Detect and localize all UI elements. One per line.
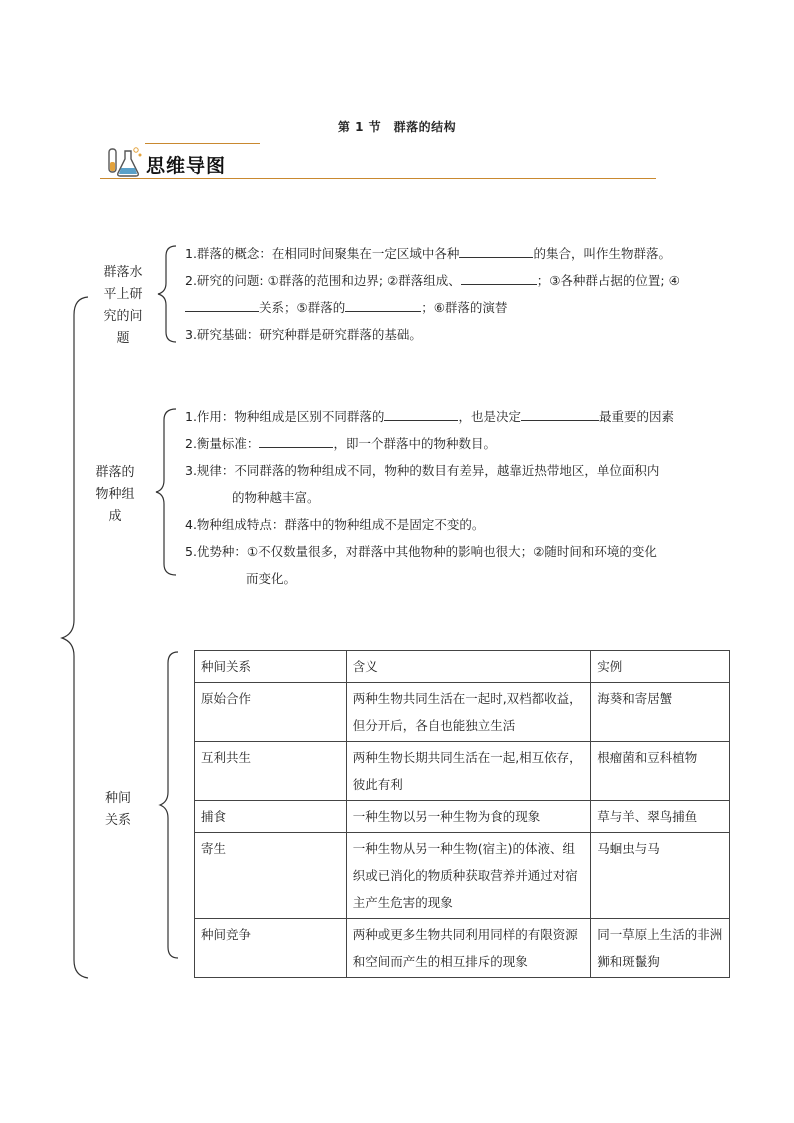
fill-blank[interactable]: [259, 433, 333, 448]
table-header-cell: 实例: [591, 651, 730, 683]
dominant-species-line-cont: 而变化。: [246, 571, 297, 586]
relation-meaning: 两种生物共同生活在一起时,双档都收益，但分开后，各自也能独立生活: [346, 683, 591, 742]
relation-example: 马蛔虫与马: [591, 833, 730, 919]
concept-line: 1.群落的概念：在相同时间聚集在一定区域中各种 的集合，叫作生物群落。: [185, 240, 671, 267]
fill-blank[interactable]: [459, 243, 533, 258]
relation-example: 同一草原上生活的非洲狮和斑鬣狗: [591, 919, 730, 978]
table-row: [195, 742, 730, 801]
fill-blank[interactable]: [521, 406, 599, 421]
table-header-cell: 种间关系: [195, 651, 347, 683]
fill-blank[interactable]: [185, 297, 259, 312]
relation-example: 草与羊、翠鸟捕鱼: [591, 801, 730, 833]
page-title: 第 1 节 群落的结构: [337, 120, 457, 134]
table-row: [195, 919, 730, 978]
fill-blank[interactable]: [345, 297, 421, 312]
table-header-row: [195, 651, 730, 683]
table-row: [195, 801, 730, 833]
relation-meaning: 一种生物从另一种生物(宿主)的体液、组织或已消化的物质种获取营养并通过对宿主产生危害的现象: [346, 833, 591, 919]
mind-map-label: 思维导图: [146, 155, 227, 177]
table-header-cell: 含义: [346, 651, 591, 683]
relation-example: 根瘤菌和豆科植物: [591, 742, 730, 801]
fill-blank[interactable]: [384, 406, 458, 421]
relation-type: 原始合作: [195, 683, 347, 742]
research-basis-line: 3.研究基础：研究种群是研究群落的基础。: [185, 327, 422, 342]
relation-meaning: 一种生物以另一种生物为食的现象: [346, 801, 591, 833]
section2-label: 群落的 物种组 成: [95, 465, 135, 524]
relation-meaning: 两种生物长期共同生活在一起,相互依存，彼此有利: [346, 742, 591, 801]
relation-example: 海葵和寄居蟹: [591, 683, 730, 742]
dominant-species-line: 5.优势种：①不仅数量很多，对群落中其他物种的影响也很大；②随时间和环境的变化: [185, 544, 657, 559]
pattern-line-cont: 的物种越丰富。: [232, 490, 320, 505]
section3-label: 种间 关系: [104, 791, 131, 828]
interspecific-relations-table: [194, 650, 730, 978]
section1-brace: [158, 246, 176, 342]
function-line: 1.作用：物种组成是区别不同群落的 ，也是决定 最重要的因素: [185, 403, 674, 430]
outer-brace: [62, 297, 88, 978]
relation-type: 捕食: [195, 801, 347, 833]
relation-type: 种间竞争: [195, 919, 347, 978]
section1-label: 群落水 平上研 究的问 题: [103, 265, 143, 346]
table-row: [195, 683, 730, 742]
measure-line: 2.衡量标准： ，即一个群落中的物种数目。: [185, 430, 496, 457]
section2-brace: [156, 409, 176, 575]
research-question-line-cont: 关系；⑤群落的 ；⑥群落的演替: [185, 294, 507, 321]
pattern-line: 3.规律：不同群落的物种组成不同，物种的数目有差异，越靠近热带地区，单位面积内: [185, 463, 660, 478]
table-row: [195, 833, 730, 919]
relation-meaning: 两种或更多生物共同利用同样的有限资源和空间而产生的相互排斥的现象: [346, 919, 591, 978]
research-question-line: 2.研究的问题: ①群落的范围和边界; ②群落组成、 ；③各种群占据的位置; ④: [185, 267, 680, 294]
section3-brace: [160, 652, 178, 958]
fill-blank[interactable]: [461, 270, 537, 285]
relation-type: 互利共生: [195, 742, 347, 801]
feature-line: 4.物种组成特点：群落中的物种组成不是固定不变的。: [185, 517, 485, 532]
relation-type: 寄生: [195, 833, 347, 919]
